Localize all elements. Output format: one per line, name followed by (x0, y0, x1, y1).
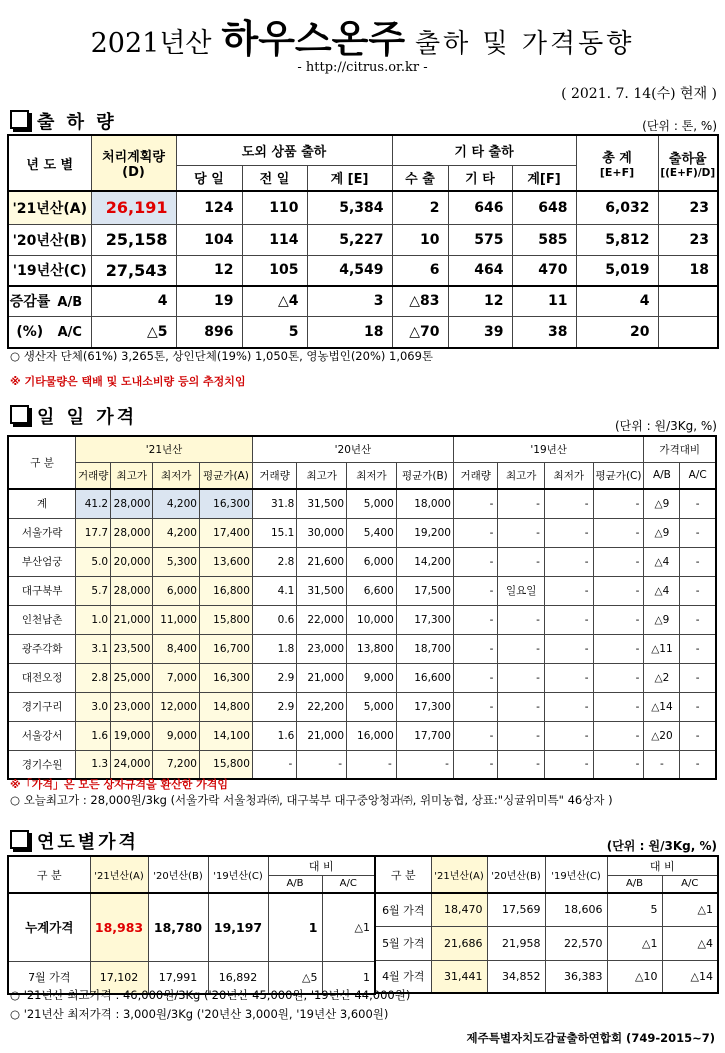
table-cell: - (680, 547, 716, 576)
table-cell: 5.0 (76, 547, 111, 576)
table-cell: 25,000 (111, 663, 153, 692)
daily-price-table (7, 435, 717, 780)
table-cell: - (680, 721, 716, 750)
table-cell: - (644, 750, 680, 779)
col-total-e: 계 [E] (307, 165, 392, 191)
table-cell: 31.8 (252, 489, 296, 518)
table-cell: - (680, 605, 716, 634)
table-cell: 21,000 (297, 721, 347, 750)
col-year-20: '20년산 (252, 436, 453, 462)
table-row: 4월 가격 31,441 34,852 36,383 △10 △14 (375, 960, 718, 993)
daily-section-title: 일 일 가격 (10, 403, 137, 429)
table-row (8, 547, 716, 576)
table-row: '20년산(B) 25,158 104 114 5,227 10 575 585 5,812 23 (8, 224, 718, 255)
table-cell: - (453, 750, 497, 779)
row-label: 서울강서 (8, 721, 76, 750)
table-cell: - (593, 750, 644, 779)
table-cell: 15,800 (199, 605, 252, 634)
table-cell: - (544, 576, 593, 605)
daily-note: ○ 오늘최고가 : 28,000원/3kg (서울가락 서울청과㈜, 대구북부 대구중앙청과㈜, 위미농협, 상표:"싱귤위미특" 46상자 ) (10, 793, 613, 807)
table-cell: - (498, 692, 545, 721)
row-label: 부산엄궁 (8, 547, 76, 576)
yearly-note-low: ○ '21년산 최저가격 : 3,000원/3Kg ('20년산 3,000원, '19년산 3,600원) (10, 1007, 389, 1021)
table-cell: - (593, 518, 644, 547)
table-cell: 23,000 (297, 634, 347, 663)
table-cell: - (544, 605, 593, 634)
daily-unit: (단위 : 원/3Kg, %) (614, 419, 717, 433)
col-sub-header: 평균가(B) (396, 462, 453, 489)
table-cell: 13,600 (199, 547, 252, 576)
table-cell: - (544, 750, 593, 779)
col-sub-header: A/C (680, 462, 716, 489)
table-cell: 1.0 (76, 605, 111, 634)
table-cell: - (453, 547, 497, 576)
table-cell: - (544, 721, 593, 750)
table-cell: △14 (644, 692, 680, 721)
table-cell: - (544, 547, 593, 576)
table-cell: 13,800 (347, 634, 397, 663)
table-row: '19년산(C) 27,543 12 105 4,549 6 464 470 5,019 18 (8, 255, 718, 286)
col-sub-header: 평균가(A) (199, 462, 252, 489)
col-domestic: 도외 상품 출하 (176, 135, 392, 165)
col-sub-header: 최저가 (153, 462, 200, 489)
table-cell: - (593, 576, 644, 605)
table-cell: - (593, 489, 644, 518)
col-etc: 기 타 (448, 165, 512, 191)
footer-org: 제주특별자치도감귤출하연합회 (749-2015~7) (466, 1031, 715, 1045)
table-cell: 30,000 (297, 518, 347, 547)
yearly-section-title: 연도별가격 (10, 828, 139, 854)
table-cell: 14,200 (396, 547, 453, 576)
table-cell: 6,600 (347, 576, 397, 605)
table-cell: - (593, 692, 644, 721)
report-date: ( 2021. 7. 14(수) 현재 ) (561, 86, 717, 102)
row-label: 대전오정 (8, 663, 76, 692)
table-cell: △9 (644, 489, 680, 518)
table-cell: 17,300 (396, 692, 453, 721)
table-cell: 15,800 (199, 750, 252, 779)
table-cell: 21,000 (111, 605, 153, 634)
table-cell: 28,000 (111, 518, 153, 547)
table-cell: - (593, 634, 644, 663)
table-row (8, 605, 716, 634)
table-cell: - (453, 489, 497, 518)
col-compare: 가격대비 (644, 436, 716, 462)
table-cell: 2.8 (252, 547, 296, 576)
table-cell: - (680, 489, 716, 518)
table-row: 증감률 A/B 4 19 △4 3 △83 12 11 4 (8, 286, 718, 316)
table-cell: - (453, 721, 497, 750)
table-cell: 6,000 (347, 547, 397, 576)
table-cell: - (593, 721, 644, 750)
table-cell: 16,600 (396, 663, 453, 692)
col-sub-header: 최고가 (111, 462, 153, 489)
col-ratio: 출하율 [(E+F)/D] (658, 135, 718, 191)
table-cell: 2.8 (76, 663, 111, 692)
table-cell: △9 (644, 605, 680, 634)
row-label: 대구북부 (8, 576, 76, 605)
table-cell: 17,700 (396, 721, 453, 750)
table-cell: 20,000 (111, 547, 153, 576)
table-cell: 5,000 (347, 489, 397, 518)
table-cell: 28,000 (111, 576, 153, 605)
col-sub-header: 최저가 (347, 462, 397, 489)
table-cell: - (498, 721, 545, 750)
checkbox-square-icon (10, 110, 29, 129)
table-cell: 9,000 (153, 721, 200, 750)
daily-note-red: ※「가격」은 모든 상자규격을 환산한 가격임 (10, 778, 229, 791)
table-cell: - (297, 750, 347, 779)
table-cell: 17,400 (199, 518, 252, 547)
table-cell: △11 (644, 634, 680, 663)
col-year-21: '21년산 (76, 436, 253, 462)
yearly-note-high: ○ '21년산 최고가격 : 46,000원/3Kg ('20년산 45,000원, '19년산 44,000원) (10, 988, 411, 1002)
table-cell: 16,800 (199, 576, 252, 605)
table-cell: △20 (644, 721, 680, 750)
table-cell: - (593, 663, 644, 692)
table-cell: - (544, 518, 593, 547)
table-cell: - (498, 663, 545, 692)
table-cell: - (498, 489, 545, 518)
col-other: 기 타 출하 (392, 135, 576, 165)
title-year: 2021년산 (90, 28, 212, 59)
table-cell: △2 (644, 663, 680, 692)
table-cell: 2.9 (252, 692, 296, 721)
table-cell: 1.6 (252, 721, 296, 750)
table-cell: 16,000 (347, 721, 397, 750)
page-title (0, 8, 725, 61)
col-sub-header: 거래량 (76, 462, 111, 489)
table-cell: - (680, 750, 716, 779)
table-cell: - (680, 576, 716, 605)
table-cell: - (453, 634, 497, 663)
title-subtitle: 출하 및 가격동향 (415, 29, 635, 59)
table-cell: 7,000 (153, 663, 200, 692)
table-cell: - (498, 518, 545, 547)
row-label: 경기수원 (8, 750, 76, 779)
table-cell: 15.1 (252, 518, 296, 547)
table-cell: 7,200 (153, 750, 200, 779)
table-cell: - (453, 605, 497, 634)
table-row (8, 721, 716, 750)
table-cell: 31,500 (297, 489, 347, 518)
table-row (8, 489, 716, 518)
table-cell: 18,700 (396, 634, 453, 663)
table-cell: △9 (644, 518, 680, 547)
table-cell: - (453, 663, 497, 692)
table-cell: 31,500 (297, 576, 347, 605)
table-cell: 14,100 (199, 721, 252, 750)
table-cell: 3.1 (76, 634, 111, 663)
row-label: 광주각화 (8, 634, 76, 663)
table-cell: 4,200 (153, 489, 200, 518)
table-cell: 19,200 (396, 518, 453, 547)
table-cell: 10,000 (347, 605, 397, 634)
table-cell: 5.7 (76, 576, 111, 605)
table-cell: 16,300 (199, 663, 252, 692)
table-cell: - (593, 547, 644, 576)
table-cell: 17.7 (76, 518, 111, 547)
col-sub-header: 평균가(C) (593, 462, 644, 489)
table-cell: 21,600 (297, 547, 347, 576)
col-day: 당 일 (176, 165, 242, 191)
table-cell: 9,000 (347, 663, 397, 692)
source-url: - http://citrus.or.kr - (297, 60, 428, 75)
table-cell: - (396, 750, 453, 779)
table-row (8, 576, 716, 605)
table-cell: 24,000 (111, 750, 153, 779)
table-cell: - (544, 663, 593, 692)
table-row: (%) A/C △5 896 5 18 △70 39 38 20 (8, 316, 718, 348)
col-sub-header: 최고가 (498, 462, 545, 489)
table-cell: - (498, 750, 545, 779)
col-export: 수 출 (392, 165, 448, 191)
table-cell: 14,800 (199, 692, 252, 721)
table-cell: 4.1 (252, 576, 296, 605)
col-year-19: '19년산 (453, 436, 643, 462)
col-label: 구 분 (8, 436, 76, 489)
table-cell: 18,000 (396, 489, 453, 518)
table-cell: 19,000 (111, 721, 153, 750)
table-cell: 23,000 (111, 692, 153, 721)
row-label: 인천남촌 (8, 605, 76, 634)
table-cell: 17,500 (396, 576, 453, 605)
table-row: 7월 가격 17,102 17,991 16,892 △5 1 (8, 961, 375, 994)
row-label: 경기구리 (8, 692, 76, 721)
shipment-note: ○ 생산자 단체(61%) 3,265톤, 상인단체(19%) 1,050톤, 영농법인(20%) 1,069톤 (10, 349, 434, 363)
col-sub-header: 최저가 (544, 462, 593, 489)
table-cell: 22,000 (297, 605, 347, 634)
yearly-table-right: 구 분 '21년산(A) '20년산(B) '19년산(C) 대 비 A/B A/C 6월 가격 18,470 17,569 18,606 5 △1 5월 가격 21,686 21,958 22,570 △1 △4 4월 가격 31,441 34,852 36,383 △10 △14 (374, 855, 719, 994)
yearly-table-left: 구 분 '21년산(A) '20년산(B) '19년산(C) 대 비 A/B A/C 누계가격 18,983 18,780 19,197 1 △1 7월 가격 17,102 17,991 16,892 △5 1 (7, 855, 376, 995)
checkbox-square-icon (10, 405, 29, 424)
table-cell: 1.8 (252, 634, 296, 663)
shipment-table (7, 134, 719, 349)
title-brand: 하우스온주 (221, 17, 406, 61)
table-cell: 12,000 (153, 692, 200, 721)
table-cell: 41.2 (76, 489, 111, 518)
col-plan: 처리계획량 (D) (91, 135, 176, 191)
table-row (8, 692, 716, 721)
table-cell: △4 (644, 547, 680, 576)
table-cell: 28,000 (111, 489, 153, 518)
table-cell: 23,500 (111, 634, 153, 663)
table-cell: 5,000 (347, 692, 397, 721)
table-cell: - (498, 605, 545, 634)
shipment-note-red: ※ 기타물량은 택배 및 도내소비량 등의 추정치임 (10, 375, 246, 388)
table-cell: 17,300 (396, 605, 453, 634)
table-cell: 일요일 (498, 576, 545, 605)
col-sub-header: A/B (644, 462, 680, 489)
table-cell: - (680, 692, 716, 721)
col-sub-header: 거래량 (453, 462, 497, 489)
col-sub-header: 최고가 (297, 462, 347, 489)
checkbox-square-icon (10, 830, 29, 849)
shipment-unit: (단위 : 톤, %) (642, 119, 717, 133)
table-cell: - (453, 692, 497, 721)
table-row (8, 663, 716, 692)
table-cell: - (544, 634, 593, 663)
table-cell: △4 (644, 576, 680, 605)
table-cell: 16,300 (199, 489, 252, 518)
table-row (8, 750, 716, 779)
table-cell: 5,400 (347, 518, 397, 547)
table-cell: - (680, 634, 716, 663)
table-cell: 6,000 (153, 576, 200, 605)
shipment-section-title: 출 하 량 (10, 108, 117, 134)
table-cell: - (544, 489, 593, 518)
table-row (8, 518, 716, 547)
table-cell: 22,200 (297, 692, 347, 721)
table-cell: 21,000 (297, 663, 347, 692)
table-row: 6월 가격 18,470 17,569 18,606 5 △1 (375, 893, 718, 926)
table-cell: - (453, 518, 497, 547)
table-cell: 8,400 (153, 634, 200, 663)
table-cell: - (453, 576, 497, 605)
table-cell: - (593, 605, 644, 634)
table-cell: 5,300 (153, 547, 200, 576)
table-cell: 2.9 (252, 663, 296, 692)
table-cell: - (680, 663, 716, 692)
table-cell: - (347, 750, 397, 779)
col-grand: 총 계 [E+F] (576, 135, 658, 191)
table-cell: 11,000 (153, 605, 200, 634)
table-cell: - (680, 518, 716, 547)
col-total-f: 계[F] (512, 165, 576, 191)
table-cell: - (544, 692, 593, 721)
table-cell: 3.0 (76, 692, 111, 721)
row-label: 계 (8, 489, 76, 518)
col-sub-header: 거래량 (252, 462, 296, 489)
table-cell: - (252, 750, 296, 779)
table-cell: 1.3 (76, 750, 111, 779)
row-label: 서울가락 (8, 518, 76, 547)
table-cell: 16,700 (199, 634, 252, 663)
table-row: '21년산(A) 26,191 124 110 5,384 2 646 648 6,032 23 (8, 191, 718, 224)
table-row: 누계가격 18,983 18,780 19,197 1 △1 (8, 893, 375, 961)
table-cell: 4,200 (153, 518, 200, 547)
table-cell: - (498, 547, 545, 576)
col-prev: 전 일 (242, 165, 307, 191)
yearly-unit: (단위 : 원/3Kg, %) (606, 839, 717, 853)
table-cell: 1.6 (76, 721, 111, 750)
table-cell: 0.6 (252, 605, 296, 634)
table-cell: - (498, 634, 545, 663)
table-row: 5월 가격 21,686 21,958 22,570 △1 △4 (375, 926, 718, 960)
col-year: 년 도 별 (8, 135, 91, 191)
table-row (8, 634, 716, 663)
